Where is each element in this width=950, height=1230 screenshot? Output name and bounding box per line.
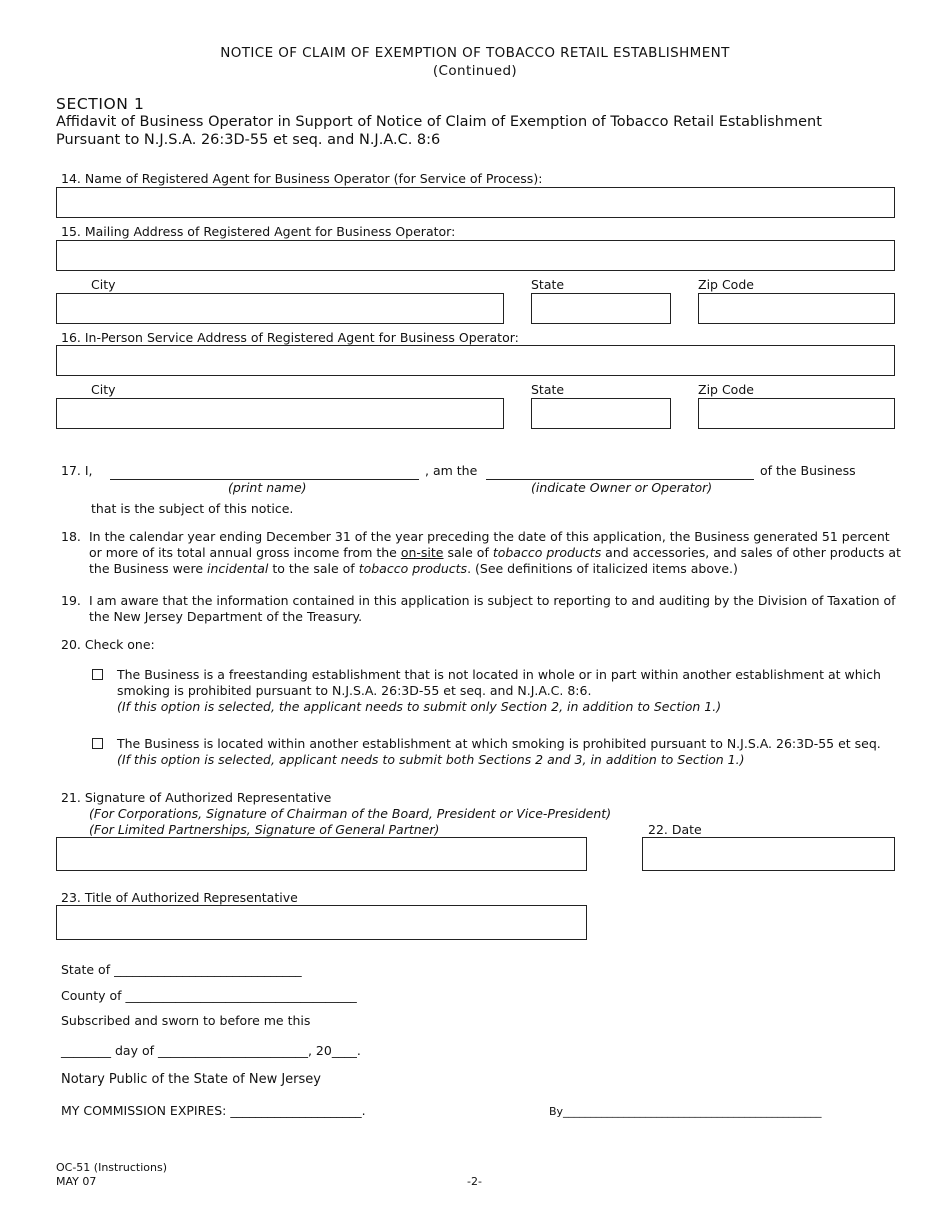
option-within-establishment-checkbox[interactable] bbox=[92, 738, 103, 749]
signature-field[interactable] bbox=[56, 837, 587, 871]
q21-note-partnerships: (For Limited Partnerships, Signature of General Partner) bbox=[89, 822, 440, 837]
q14-label: 14. Name of Registered Agent for Business Operator (for Service of Process): bbox=[61, 171, 543, 186]
mailing-state-field[interactable] bbox=[531, 293, 671, 324]
q19-text: I am aware that the information contained in this application is subject to reporting to and auditing by the Division of Taxation of the New Jersey Department of the Treasury. bbox=[89, 593, 896, 624]
form-subtitle: (Continued) bbox=[432, 63, 518, 79]
q17-number: 17. I, bbox=[61, 463, 93, 478]
affidavit-statute: Pursuant to N.J.S.A. 26:3D-55 et seq. and N.J.A.C. 8:6 bbox=[56, 132, 441, 148]
q16-zip-label: Zip Code bbox=[698, 382, 754, 397]
q18-text bbox=[89, 529, 909, 577]
service-address-field[interactable] bbox=[56, 345, 895, 376]
service-zip-field[interactable] bbox=[698, 398, 895, 429]
q22-label: 22. Date bbox=[648, 822, 702, 837]
q16-state-label: State bbox=[531, 382, 565, 397]
registered-agent-name-field[interactable] bbox=[56, 187, 895, 218]
notary-day-of: ________ day of ________________________, 20____. bbox=[61, 1043, 361, 1058]
notary-public-label: Notary Public of the State of New Jersey bbox=[61, 1072, 321, 1087]
q18-number: 18. bbox=[61, 529, 81, 544]
form-id: OC-51 (Instructions) bbox=[56, 1161, 167, 1174]
q23-label: 23. Title of Authorized Representative bbox=[61, 890, 298, 905]
option-freestanding-text: The Business is a freestanding establishment that is not located in whole or in part within another establishment at which smoking is prohibited pursuant to N.J.S.A. 26:3D-55 et seq. and N.J.A.C. 8:6. (If this option is selected, the applicant needs to submit only Section 2, in addition to Section 1.) bbox=[117, 667, 881, 714]
q17-of-business: of the Business bbox=[760, 463, 856, 478]
q20-label: 20. Check one: bbox=[61, 637, 155, 652]
affidavit-title: Affidavit of Business Operator in Support of Notice of Claim of Exemption of Tobacco Retail Establishment bbox=[56, 114, 822, 130]
mailing-city-field[interactable] bbox=[56, 293, 504, 324]
notary-county-of: County of _____________________________________ bbox=[61, 988, 357, 1003]
q15-city-label: City bbox=[91, 277, 116, 292]
q18-line3: the Business were incidental to the sale of tobacco products. (See definitions of italicized items above.) bbox=[89, 561, 738, 576]
commission-expires: MY COMMISSION EXPIRES: _____________________. bbox=[61, 1103, 366, 1118]
q17-subject: that is the subject of this notice. bbox=[91, 501, 294, 516]
mailing-zip-field[interactable] bbox=[698, 293, 895, 324]
notary-state-of: State of ______________________________ bbox=[61, 962, 302, 977]
form-date: MAY 07 bbox=[56, 1175, 97, 1188]
q19-number: 19. bbox=[61, 593, 81, 608]
date-field[interactable] bbox=[642, 837, 895, 871]
q21-label: 21. Signature of Authorized Representative bbox=[61, 790, 332, 805]
owner-operator-caption: (indicate Owner or Operator) bbox=[531, 480, 713, 495]
option-freestanding-checkbox[interactable] bbox=[92, 669, 103, 680]
page-number: -2- bbox=[467, 1175, 482, 1188]
print-name-caption: (print name) bbox=[228, 480, 307, 495]
q17-am-the: , am the bbox=[425, 463, 478, 478]
q21-note-corporations: (For Corporations, Signature of Chairman of the Board, President or Vice-President) bbox=[89, 806, 612, 821]
q18-line1: In the calendar year ending December 31 of the year preceding the date of this application, the Business generated 51 percent bbox=[89, 529, 890, 544]
q16-city-label: City bbox=[91, 382, 116, 397]
service-state-field[interactable] bbox=[531, 398, 671, 429]
q15-state-label: State bbox=[531, 277, 565, 292]
q15-label: 15. Mailing Address of Registered Agent for Business Operator: bbox=[61, 224, 456, 239]
q15-zip-label: Zip Code bbox=[698, 277, 754, 292]
mailing-address-field[interactable] bbox=[56, 240, 895, 271]
q18-line2: or more of its total annual gross income from the on-site sale of tobacco products and accessories, and sales of other products at bbox=[89, 545, 901, 560]
representative-title-field[interactable] bbox=[56, 905, 587, 940]
service-city-field[interactable] bbox=[56, 398, 504, 429]
notary-subscribed: Subscribed and sworn to before me this bbox=[61, 1013, 311, 1028]
section-heading: SECTION 1 bbox=[56, 95, 145, 113]
form-title: NOTICE OF CLAIM OF EXEMPTION OF TOBACCO RETAIL ESTABLISHMENT bbox=[220, 45, 730, 61]
notary-by-line: By_______________________________________________ bbox=[549, 1105, 822, 1118]
q16-label: 16. In-Person Service Address of Registered Agent for Business Operator: bbox=[61, 330, 519, 345]
option-within-establishment-text: The Business is located within another establishment at which smoking is prohibited pursuant to N.J.S.A. 26:3D-55 et seq. (If this option is selected, applicant needs to submit both Sections 2 and 3, in addition to Section 1.) bbox=[117, 736, 881, 767]
